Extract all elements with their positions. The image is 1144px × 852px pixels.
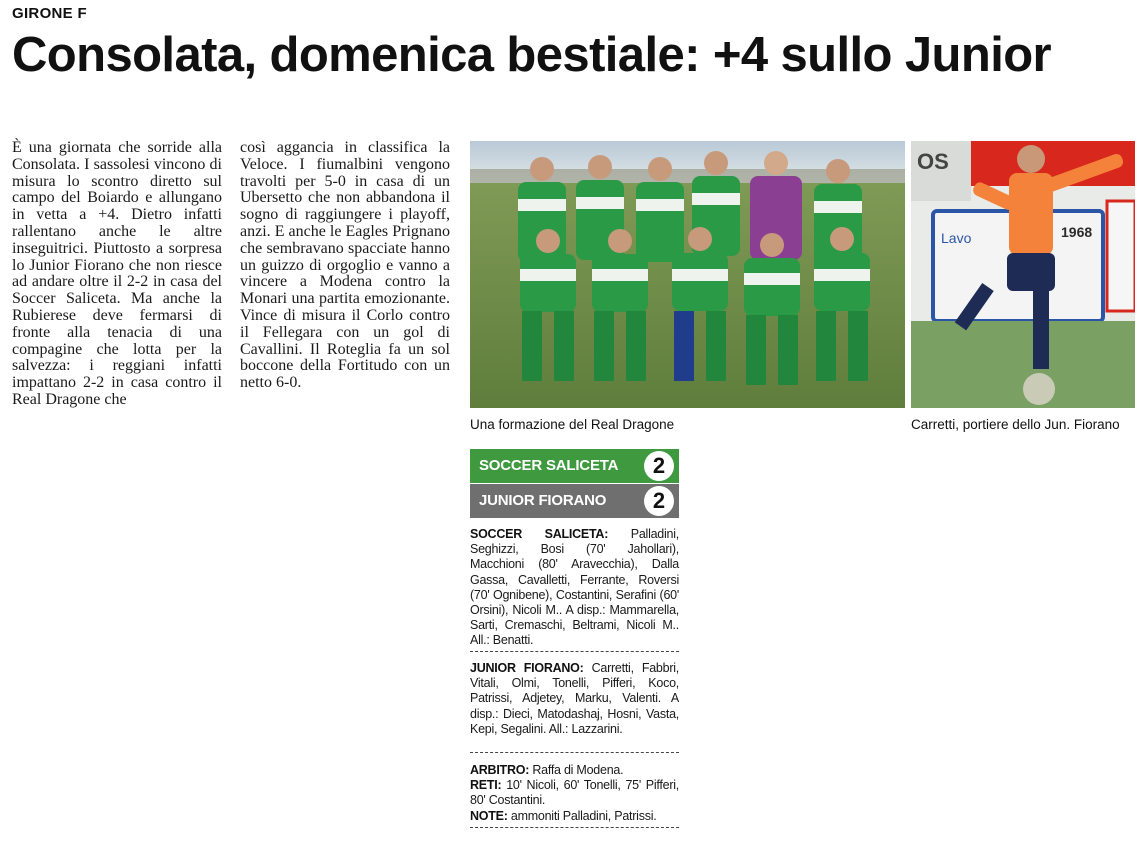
away-team-goals: 2 [644,486,674,516]
separator-1 [470,651,679,652]
away-team-score-bar [470,484,679,518]
match-details [470,763,679,824]
keeper-photo-caption: Carretti, portiere dello Jun. Fiorano [911,417,1120,432]
away-lineup-text: Carretti, Fabbri, Vitali, Olmi, Tonelli, Pifferi, Koco, Patrissi, Adjetey, Marku, Valenti. A disp.: Dieci, Matodashaj, Hosni, Vasta, Kepi, Segalini. All.: Lazzarini. [470,661,679,736]
home-team-name: SOCCER SALICETA [479,457,619,474]
home-team-score-bar [470,449,679,483]
away-lineup [470,661,679,737]
away-team-name: JUNIOR FIORANO [479,492,607,509]
notes-value: ammoniti Palladini, Patrissi. [510,808,657,823]
referee-label: ARBITRO: [470,763,530,777]
referee-value: Raffa di Modena. [532,763,624,777]
team-photo [470,141,905,408]
away-lineup-label: JUNIOR FIORANO: [470,661,584,675]
referee-line [470,763,679,778]
keeper-sign-text: 1968 [1061,224,1093,240]
home-lineup [470,527,679,649]
goals-value: 10' Nicoli, 60' Tonelli, 75' Pifferi, 80' Costantini. [470,778,679,808]
team-photo-caption: Una formazione del Real Dragone [470,417,675,432]
separator-2 [470,752,679,753]
article-column-2: così aggancia in classifica la Veloce. I fiumalbini vengono travolti per 5-0 in casa di un Ubersetto che non abbandona il sogno di raggiungere i playoff, anzi. E anche le Eagles Prignano che sembravano spacciate hanno un guizzo di orgoglio e vanno a vincere a Modena contro la Monari una partita emozionante. Vince di misura il Corlo contro il Fellegara con un gol di Cavallini. Il Roteglia fa un sol boccone della Fortitudo con un netto 6-0. [240,139,450,392]
goals-label: RETI: [470,778,502,793]
headline: Consolata, domenica bestiale: +4 sullo Junior [12,28,1052,82]
home-team-goals: 2 [644,451,674,481]
home-lineup-text: Palladini, Seghizzi, Bosi (70' Jahollari), Macchioni (80' Aravecchia), Dalla Gassa, Cavalletti, Ferrante, Roversi (70' Ognibene), Costantini, Serafini (60' Orsini), Nicoli M.. A disp.: Mammarella, Sarti, Cremaschi, Beltrami, Nicoli M.. All.: Benatti. [470,527,679,648]
article-column-1: È una giornata che sorride alla Consolata. I sassolesi vincono di misura lo scontro diretto sul campo del Boiardo e allungano in vetta a +4. Dietro infatti rallentano anche le altre inseguitrici. Piuttosto a sorpresa lo Junior Fiorano che non riesce ad andare oltre il 2-2 in casa del Soccer Saliceta. Ma anche la Rubierese deve fermarsi di fronte alla tenacia di una compagine che lotta per la salvezza: i reggiani infatti impattano 2-2 in casa contro il Real Dragone che [12,139,222,408]
notes-label: NOTE: [470,808,508,823]
keeper-wall-text: OS [917,149,949,174]
keeper-photo [911,141,1135,408]
goals-line [470,778,679,808]
separator-3 [470,827,679,828]
home-lineup-label: SOCCER SALICETA: [470,527,609,541]
section-kicker: GIRONE F [12,5,87,22]
notes-line [470,809,679,824]
keeper-sign-left: Lavo [941,230,972,246]
